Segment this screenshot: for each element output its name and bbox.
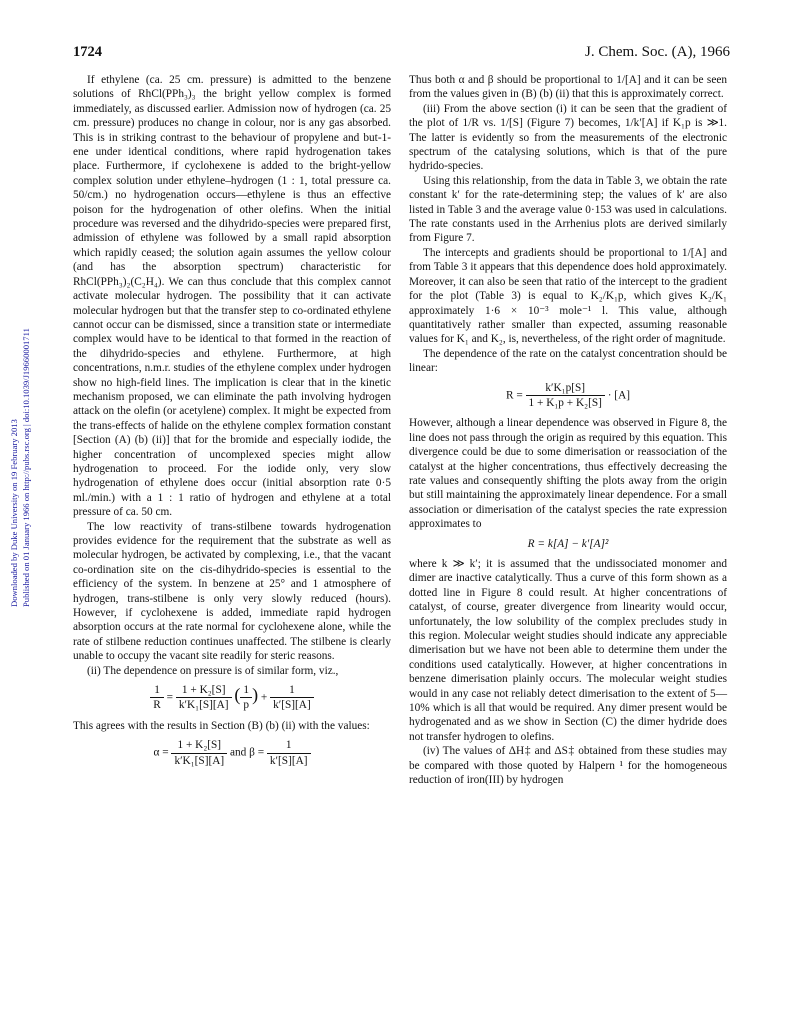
fraction: $\frac{\text{k′K₁p[S]}}{\text{1 + K₁p + K₂[S]}}$ (526, 381, 605, 411)
fraction: $\frac{1}{k'[S][A]}$ (267, 738, 311, 768)
download-line: Downloaded by Duke University on 19 February 2013 (9, 419, 19, 607)
paragraph-agrees: This agrees with the results in Section (B) (b) (ii) with the values: (73, 719, 370, 732)
paragraph-pressure: (ii) The dependence on pressure is of similar form, viz., (87, 664, 339, 677)
paragraph-ethylene: If ethylene (ca. 25 cm. pressure) is admitted to the benzene solutions of RhCl(PPh₃)₃ the bright yellow complex is formed immediately, as discussed earlier. Admission now of hydrogen (ca. 25 cm. pressure) produces no change in colour, nor is any gas absorbed. This is in striking contrast to the behaviour of propylene and but-1-ene under identical conditions, where rapid hydrogenation takes place. Furthermore, if cyclohexene is added to the bright-yellow complex solution under ethylene–hydrogen (1 : 1, total pressure ca. 50/cm.) no hydrogenation occurs—ethylene is thus an effective poison for the hydrogenation of other olefins. When the initial procedure was reversed and the dihydrido-species were prepared first, admission of ethylene was followed by a small rapid absorption which rapidly ceased; the solution again assumes the yellow colour (and has the absorption spectrum) characteristic for RhCl(PPh₃)₂(C₂H₄). We can thus conclude that this complex cannot activate molecular hydrogen. The possibility that it can activate molecular hydrogen but that the transfer step to co-ordinated ethylene cannot occur can be dismissed, since a transition state or intermediate complex would have to be identical to that formed in the reaction of the dihydrido-species and ethylene. Furthermore, at high concentrations, n.m.r. studies of the ethylene complex under hydrogen show no high-field lines. The implication is clear that in the kinetic mechanism proposed, we can eliminate the path involving hydrogen attack on the olefin (or acetylene) complex. It might be expected from the trans-effects of halide on the ethylene complex formation constant [Section (A) (b) (ii)] that for the bromide and especially iodide, the higher concentration of uncomplexed species might allow hydrogenation to proceed. For the iodide only, very slow hydrogenation of ethylene does occur (initial absorption rate 0·5 ml./min.) with a 1 : 1 ratio of hydrogen and ethylene at a total pressure of ca. 50 cm. (73, 74, 391, 519)
fraction: $\frac{\text{1 + K₂[S]}}{\text{k′K₁[S][A]}}$ (171, 738, 227, 768)
fraction: $\frac{1}{k'[S][A]}$ (270, 683, 314, 713)
paragraph-proportional: Thus both α and β should be proportional to 1/[A] and it can be seen from the values given in (B) (b) (ii) that this is approximately correct. (409, 74, 727, 101)
equation-dimer: R = k[A] − k′[A]² (527, 537, 609, 550)
fraction: $\frac{\text{1 + K₂[S]}}{\text{k′K₁[S][A]}}$ (176, 683, 232, 713)
download-notice (8, 328, 32, 607)
paragraph-stilbene: The low reactivity of trans-stilbene towards hydrogenation provides evidence for the requirement that the substrate as well as molecular hydrogen, be activated by complexing, i.e., that the vacant co-ordination site on the cis-dihydrido-species is essential to the efficiency of the system. In benzene at 25° and 1 atmosphere of hydrogen, trans-stilbene is only very slowly reduced (hours). However, if cyclohexene is added, immediate rapid hydrogen absorption occurs at the rate normal for cyclohexene alone, while the rate of stilbene reduction continues unaffected. The stilbene is clearly unable to occupy the vacant site readily for steric reasons. (73, 520, 391, 663)
paragraph-intercepts: The intercepts and gradients should be proportional to 1/[A] and from Table 3 it appears that this dependence does hold approximately. Moreover, it can also be seen that ratio of the intercept to the gradient for the plot (Table 3) is equal to K₂/K₁p, which gives K₂/K₁ approximately 1·6 × 10⁻³ mole⁻¹ l. This value, although quantitatively rather smaller than expected, assuming reasonable values for K₁ and K₂, is, nevertheless, of the right order of magnitude. (409, 246, 727, 346)
paragraph-dimer: where k ≫ k′; it is assumed that the undissociated monomer and dimer are inactive catalytically. Thus a curve of this form shown as a dotted line in Figure 8 could result. At higher concentrations of catalyst, of course, greater divergence from linearity would occur, unfortunately, the low solubility of the complex precludes study in this region. Molecular weight studies should indicate any appreciable dimerisation but we have not been able to determine them under the conditions used catalytically. However, at higher concentrations in benzene dimerisation plainly occurs. The molecular weight studies would in any case not reliably detect dimerisation to the extent of 5—10% which is all that would be required. Any dimer present would be hydrogenated and as we show in Section (C) the dimer hydride does not transfer hydrogen to olefins. (409, 558, 727, 743)
left-column (73, 73, 391, 774)
equation-rate: R = $\frac{\text{k′K₁p[S]}}{\text{1 + K₁p + K₂[S]}}$ · [A] (505, 381, 630, 409)
fraction: $\frac{1}{R}$ (150, 683, 164, 713)
paragraph-enthalpy: (iv) The values of ΔH‡ and ΔS‡ obtained from these studies may be compared with those quoted by Halpern ¹ for the homogeneous reduction of iron(III) by hydrogen (409, 745, 727, 787)
published-line: Published on 01 January 1966 on http://pubs.rsc.org | doi:10.1039/J19660001711 (21, 328, 31, 607)
paragraph-linear: However, although a linear dependence was observed in Figure 8, the line does not pass through the origin as required by this equation. This divergence could be due to some dimerisation or reassociation of the catalyst at the higher concentrations, thus effectively decreasing the rate values and consequently shifting the plots away from the origin but still maintaining the approximately linear dependence. For a small association or dimerisation of the catalyst species the rate expression approximates to (409, 417, 727, 531)
journal-header: J. Chem. Soc. (A), 1966 (585, 44, 730, 60)
paragraph-catalyst: The dependence of the rate on the catalyst concentration should be linear: (409, 347, 727, 375)
paragraph-rate-constant: Using this relationship, from the data in Table 3, we obtain the rate constant k′ for the rate-determining step; the values of k′ are also listed in Table 3 and the average value 0·153 was used in calculations. The rate constants used in the Arrhenius plots are derived similarly from Figure 7. (409, 174, 727, 245)
paragraph-gradient: (iii) From the above section (i) it can be seen that the gradient of the plot of 1/R vs. 1/[S] (Figure 7) becomes, 1/k′[A] if K₁p is ≫1. The latter is evidently so from the measurements of the electronic spectrum of the catalysing solutions, which is that of the pure hydrido-species. (409, 102, 727, 173)
equation-reciprocal-rate: $\frac{1}{R}$ = $\frac{\text{1 + K₂[S]}}{\text{k′K₁[S][A]}}$ ( $\frac{1}{p}$ ) + $\frac{1}{k'[S][A]}$ (73, 683, 391, 713)
right-column (409, 73, 727, 788)
fraction: $\frac{1}{p}$ (240, 683, 252, 713)
equation-alpha-beta: α = $\frac{\text{1 + K₂[S]}}{\text{k′K₁[S][A]}}$ and β = $\frac{1}{k'[S][A]}$ (73, 738, 391, 768)
page-number: 1724 (73, 44, 102, 60)
